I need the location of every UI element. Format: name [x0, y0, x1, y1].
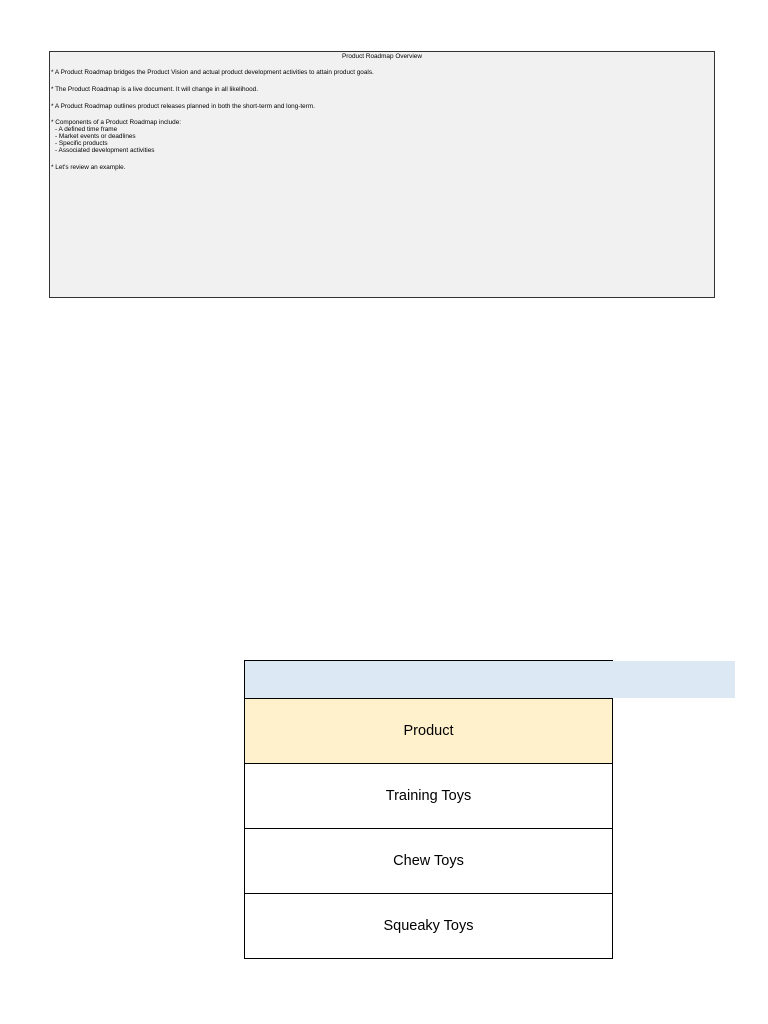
overview-bullet-live-document: * The Product Roadmap is a live document. It will change in all likelihood. — [51, 86, 258, 93]
overview-subitem-market-events: - Market events or deadlines — [55, 133, 136, 140]
overview-textbox — [49, 51, 715, 298]
overview-bullet-example: * Let's review an example. — [51, 164, 126, 171]
overview-subitem-specific-products: - Specific products — [55, 140, 108, 147]
overview-bullet-components: * Components of a Product Roadmap include: — [51, 119, 182, 126]
overview-title: Product Roadmap Overview — [342, 53, 422, 60]
product-row-training-toys: Training Toys — [245, 764, 612, 829]
header-left-border — [244, 660, 245, 698]
overview-bullet-bridges: * A Product Roadmap bridges the Product Vision and actual product development activities to attain product goals. — [51, 69, 374, 76]
product-row-squeaky-toys: Squeaky Toys — [383, 918, 474, 934]
header-top-border — [244, 660, 613, 661]
overview-subitem-development-activities: - Associated development activities — [55, 147, 155, 154]
product-table — [244, 698, 613, 959]
overview-bullet-releases: * A Product Roadmap outlines product releases planned in both the short-term and long-term. — [51, 103, 315, 110]
product-row-chew-toys: Chew Toys — [245, 829, 612, 894]
product-column-header: Product — [245, 699, 612, 764]
overview-subitem-time-frame: - A defined time frame — [55, 126, 118, 133]
roadmap-header-band — [244, 661, 735, 698]
